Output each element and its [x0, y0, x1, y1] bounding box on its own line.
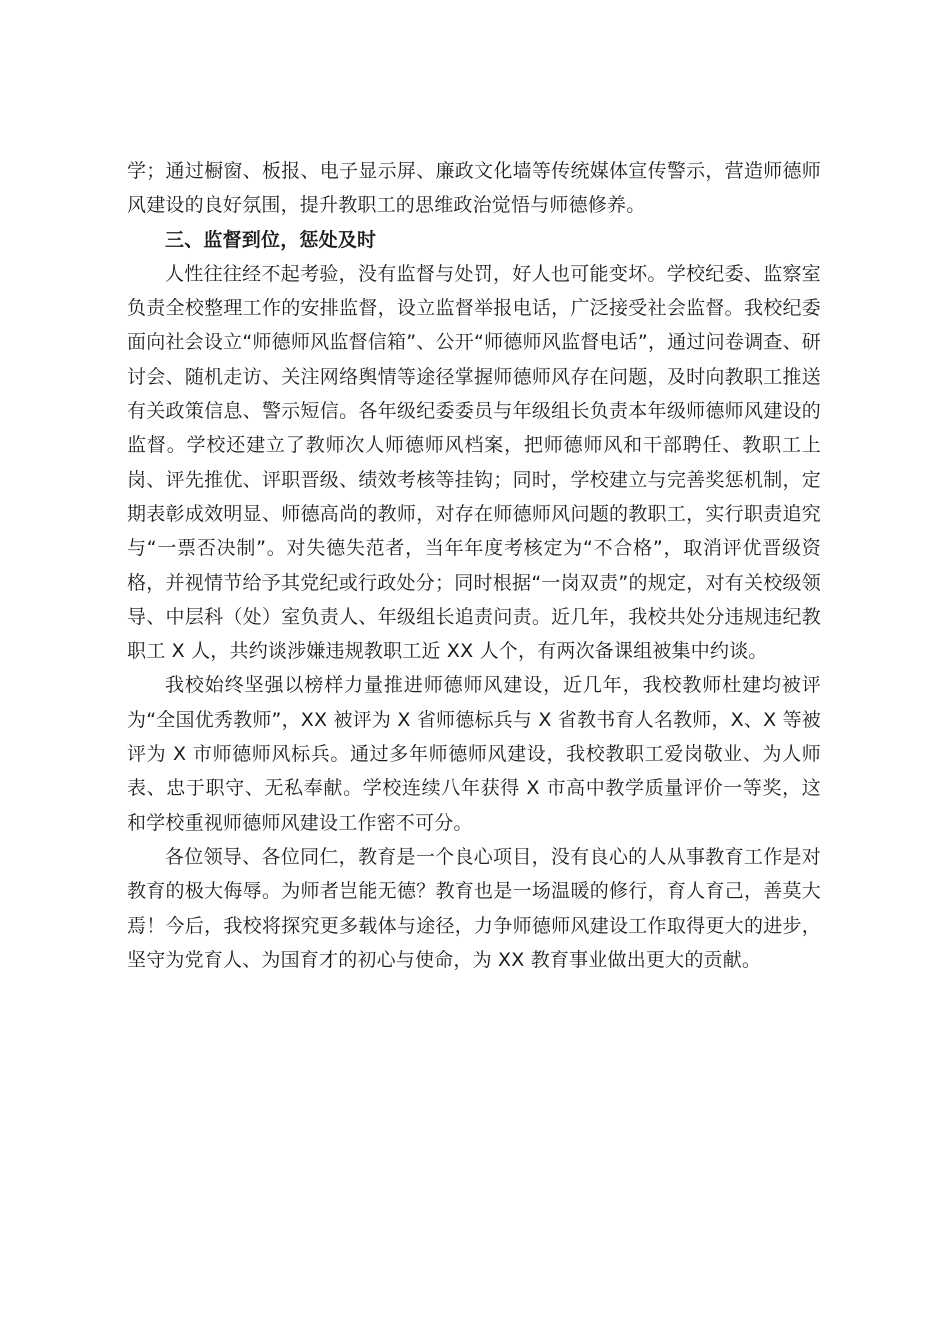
role-model-paragraph: 我校始终坚强以榜样力量推进师德师风建设，近几年，我校教师杜建均被评为“全国优秀教师”，XX 被评为 X 省师德标兵与 X 省教书育人名教师，X、X 等被评为 X 市师德师风标兵。通过多年师德师风建设，我校教职工爱岗敬业、为人师表、忠于职守、无私奉献。学校连续八年获得 X 市高中教学质量评价一等奖，这和学校重视师德师风建设工作密不可分。 [127, 674, 821, 834]
closing-paragraph: 各位领导、各位同仁，教育是一个良心项目，没有良心的人从事教育工作是对教育的极大侮辱。为师者岂能无德？教育也是一场温暖的修行，育人育己，善莫大焉！今后，我校将探究更多载体与途径，力争师德师风建设工作取得更大的进步，坚守为党育人、为国育才的初心与使命，为 XX 教育事业做出更大的贡献。 [127, 845, 821, 971]
continuation-paragraph: 学；通过橱窗、板报、电子显示屏、廉政文化墙等传统媒体宣传警示，营造师德师风建设的良好氛围，提升教职工的思维政治觉悟与师德修养。 [127, 160, 821, 217]
document-body [127, 154, 821, 977]
supervision-paragraph: 人性往往经不起考验，没有监督与处罚，好人也可能变坏。学校纪委、监察室负责全校整理工作的安排监督，设立监督举报电话，广泛接受社会监督。我校纪委面向社会设立“师德师风监督信箱”、公开“师德师风监督电话”，通过问卷调查、研讨会、随机走访、关注网络舆情等途径掌握师德师风存在问题，及时向教职工推送有关政策信息、警示短信。各年级纪委委员与年级组长负责本年级师德师风建设的监督。学校还建立了教师次人师德师风档案，把师德师风和干部聘任、教职工上岗、评先推优、评职晋级、绩效考核等挂钩；同时，学校建立与完善奖惩机制，定期表彰成效明显、师德高尚的教师，对存在师德师风问题的教职工，实行职责追究与“一票否决制”。对失德失范者，当年年度考核定为“不合格”，取消评优晋级资格，并视情节给予其党纪或行政处分；同时根据“一岗双责”的规定，对有关校级领导、中层科（处）室负责人、年级组长追责问责。近几年，我校共处分违规违纪教职工 X 人，共约谈涉嫌违规教职工近 XX 人个，有两次备课组被集中约谈。 [127, 262, 821, 663]
section-heading: 三、监督到位，惩处及时 [165, 228, 377, 251]
